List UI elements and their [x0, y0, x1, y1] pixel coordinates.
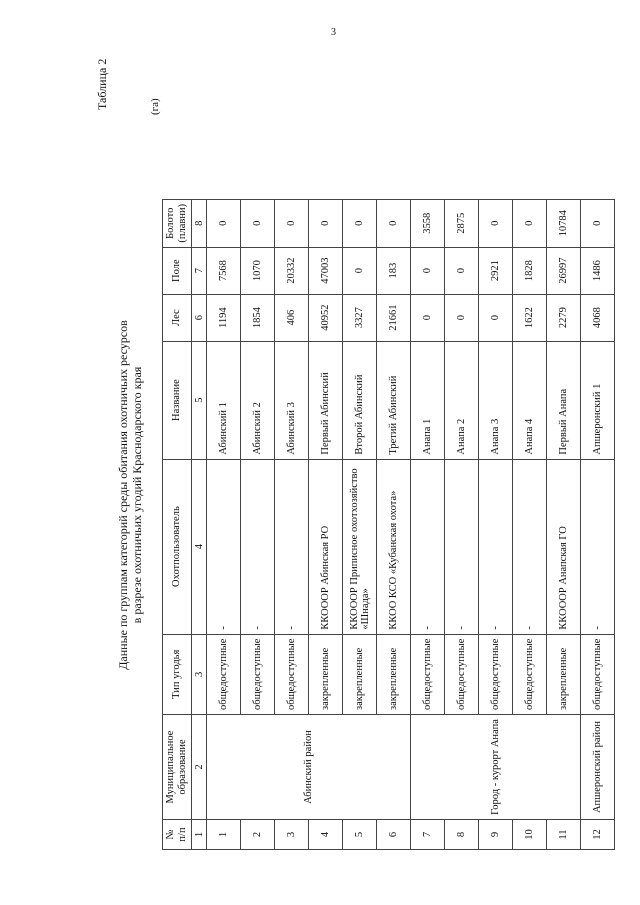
- forest-cell: 21661: [377, 294, 411, 341]
- user-cell: -: [207, 459, 241, 634]
- swamp-cell: 3558: [411, 199, 445, 247]
- field-cell: 0: [445, 247, 479, 294]
- index-cell: 6: [192, 294, 207, 341]
- table-caption: Таблица 2: [95, 58, 109, 110]
- header-name: Название: [163, 341, 192, 459]
- row-number: 11: [547, 820, 581, 850]
- forest-cell: 1622: [513, 294, 547, 341]
- row-number: 7: [411, 820, 445, 850]
- row-number: 3: [275, 820, 309, 850]
- user-cell: -: [275, 459, 309, 634]
- swamp-cell: 0: [275, 199, 309, 247]
- field-cell: 20332: [275, 247, 309, 294]
- header-swamp: Болото (плавни): [163, 199, 192, 247]
- user-cell: ККОООР Абинская РО: [309, 459, 343, 634]
- type-cell: закрепленные: [309, 634, 343, 714]
- index-cell: 1: [192, 820, 207, 850]
- user-cell: -: [581, 459, 615, 634]
- field-cell: 1486: [581, 247, 615, 294]
- field-cell: 7568: [207, 247, 241, 294]
- swamp-cell: 0: [377, 199, 411, 247]
- index-cell: 3: [192, 634, 207, 714]
- forest-cell: 0: [445, 294, 479, 341]
- index-cell: 7: [192, 247, 207, 294]
- forest-cell: 40952: [309, 294, 343, 341]
- municipality-cell: Город - курорт Анапа: [411, 715, 581, 820]
- swamp-cell: 0: [479, 199, 513, 247]
- type-cell: общедоступные: [445, 634, 479, 714]
- type-cell: закрепленные: [377, 634, 411, 714]
- title-line-2: в разрезе охотничьих угодий Краснодарского края: [130, 366, 144, 624]
- row-number: 5: [343, 820, 377, 850]
- field-cell: 0: [411, 247, 445, 294]
- field-cell: 1828: [513, 247, 547, 294]
- name-cell: Абинский 3: [275, 341, 309, 459]
- type-cell: общедоступные: [207, 634, 241, 714]
- name-cell: Первый Абинский: [309, 341, 343, 459]
- table-body: [207, 199, 615, 849]
- row-number: 2: [241, 820, 275, 850]
- field-cell: 47003: [309, 247, 343, 294]
- header-field: Поле: [163, 247, 192, 294]
- header-type: Тип угодья: [163, 634, 192, 714]
- swamp-cell: 10784: [547, 199, 581, 247]
- index-cell: 5: [192, 341, 207, 459]
- forest-cell: 2279: [547, 294, 581, 341]
- row-number: 12: [581, 820, 615, 850]
- municipality-cell: Абинский район: [207, 715, 411, 820]
- index-cell: 8: [192, 199, 207, 247]
- index-cell: 4: [192, 459, 207, 634]
- row-number: 10: [513, 820, 547, 850]
- name-cell: Третий Абинский: [377, 341, 411, 459]
- user-cell: -: [513, 459, 547, 634]
- row-number: 9: [479, 820, 513, 850]
- swamp-cell: 0: [241, 199, 275, 247]
- type-cell: общедоступные: [513, 634, 547, 714]
- header-row: [163, 199, 192, 849]
- name-cell: Анапа 3: [479, 341, 513, 459]
- swamp-cell: 0: [309, 199, 343, 247]
- row-number: 8: [445, 820, 479, 850]
- unit-label: (га): [149, 98, 161, 115]
- forest-cell: 0: [479, 294, 513, 341]
- row-number: 1: [207, 820, 241, 850]
- type-cell: общедоступные: [241, 634, 275, 714]
- name-cell: Анапа 4: [513, 341, 547, 459]
- name-cell: Абинский 2: [241, 341, 275, 459]
- type-cell: общедоступные: [411, 634, 445, 714]
- type-cell: закрепленные: [547, 634, 581, 714]
- field-cell: 0: [343, 247, 377, 294]
- swamp-cell: 0: [581, 199, 615, 247]
- user-cell: -: [241, 459, 275, 634]
- header-municipality: Муниципальное образование: [163, 715, 192, 820]
- index-cell: 2: [192, 715, 207, 820]
- header-no: № п/п: [163, 820, 192, 850]
- forest-cell: 0: [411, 294, 445, 341]
- name-cell: Анапа 1: [411, 341, 445, 459]
- name-cell: Второй Абинский: [343, 341, 377, 459]
- user-cell: -: [445, 459, 479, 634]
- name-cell: Анапа 2: [445, 341, 479, 459]
- index-row: [192, 199, 207, 849]
- field-cell: 1070: [241, 247, 275, 294]
- forest-cell: 1854: [241, 294, 275, 341]
- type-cell: общедоступные: [581, 634, 615, 714]
- table-row: [411, 199, 445, 849]
- name-cell: Первый Анапа: [547, 341, 581, 459]
- row-number: 4: [309, 820, 343, 850]
- user-cell: ККОООР Анапская ГО: [547, 459, 581, 634]
- user-cell: -: [411, 459, 445, 634]
- data-table: [162, 199, 615, 850]
- field-cell: 183: [377, 247, 411, 294]
- swamp-cell: 0: [343, 199, 377, 247]
- swamp-cell: 2875: [445, 199, 479, 247]
- header-forest: Лес: [163, 294, 192, 341]
- field-cell: 2921: [479, 247, 513, 294]
- forest-cell: 406: [275, 294, 309, 341]
- municipality-cell: Апшеронский район: [581, 715, 615, 820]
- type-cell: общедоступные: [479, 634, 513, 714]
- table-row: [581, 199, 615, 849]
- name-cell: Абинский 1: [207, 341, 241, 459]
- field-cell: 26997: [547, 247, 581, 294]
- table-title: [116, 115, 144, 875]
- swamp-cell: 0: [207, 199, 241, 247]
- forest-cell: 4068: [581, 294, 615, 341]
- user-cell: ККОО КСО «Кубанская охота»: [377, 459, 411, 634]
- type-cell: общедоступные: [275, 634, 309, 714]
- table-row: [207, 199, 241, 849]
- user-cell: -: [479, 459, 513, 634]
- user-cell: ККОООР Приписное охотхозяйство «Шнада»: [343, 459, 377, 634]
- row-number: 6: [377, 820, 411, 850]
- type-cell: закрепленные: [343, 634, 377, 714]
- page-number: 3: [331, 27, 336, 38]
- forest-cell: 1194: [207, 294, 241, 341]
- forest-cell: 3327: [343, 294, 377, 341]
- name-cell: Апшеронский 1: [581, 341, 615, 459]
- swamp-cell: 0: [513, 199, 547, 247]
- title-line-1: Данные по группам категорий среды обитания охотничьих ресурсов: [116, 320, 130, 670]
- header-user: Охотпользователь: [163, 459, 192, 634]
